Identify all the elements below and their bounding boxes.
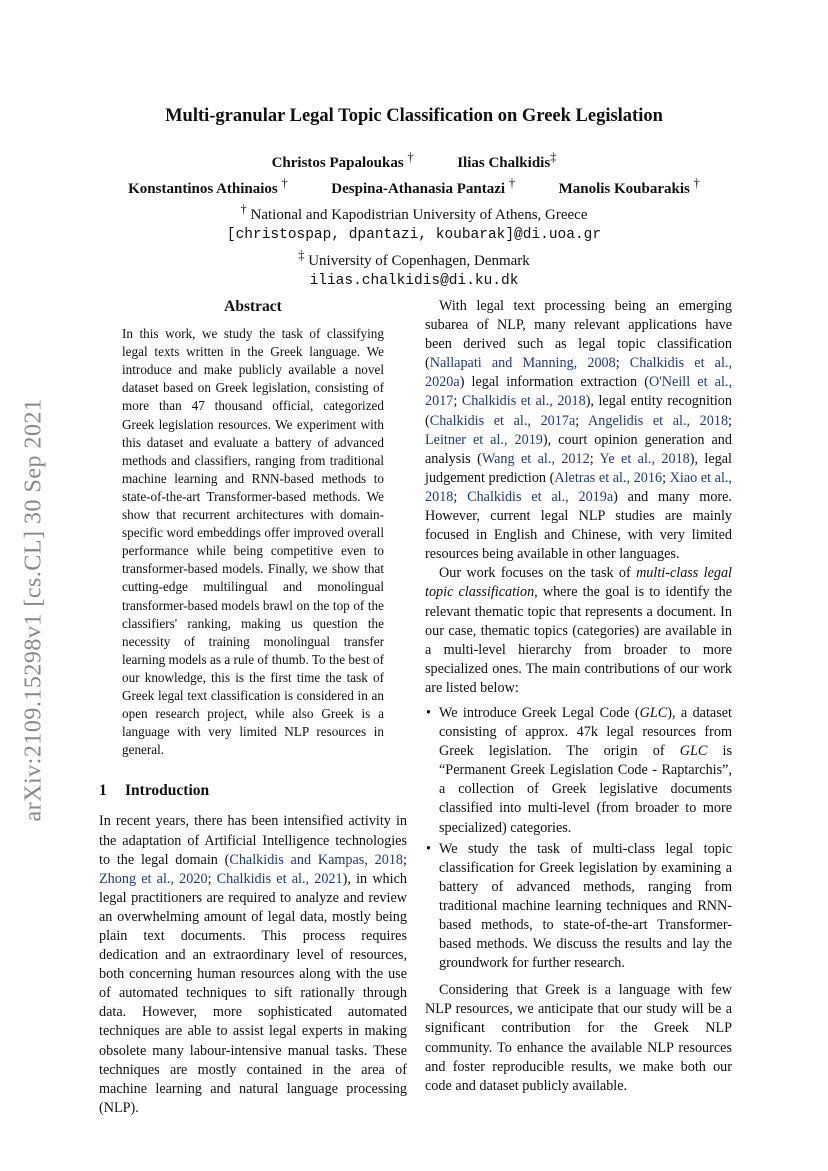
affiliation-text: University of Copenhagen, Denmark — [308, 253, 530, 269]
citation-link[interactable]: Zhong et al., 2020 — [99, 870, 208, 887]
affiliation-1 — [90, 199, 738, 225]
citation-link[interactable]: Wang et al., 2012 — [481, 450, 590, 467]
affil-mark: † — [281, 176, 288, 190]
affil-mark: † — [508, 176, 516, 190]
author-name: Ilias Chalkidis — [457, 155, 551, 171]
affil-mark: † — [407, 150, 414, 164]
author-block — [90, 147, 738, 291]
citation-link[interactable]: Chalkidis et al., 2017a — [429, 412, 576, 429]
section-number: 1 — [99, 782, 107, 800]
author-name: Manolis Koubarakis — [558, 181, 690, 197]
affil-mark: † — [693, 176, 700, 190]
citation-link[interactable]: Aletras et al., 2016 — [554, 469, 663, 486]
citation-link[interactable]: Chalkidis and Kampas, 2018 — [229, 851, 404, 868]
arxiv-stamp — [14, 370, 54, 850]
intro-paragraph: In recent years, there has been intensified activity in the adaptation of Artificial Intelligence technologies to the legal domain (Chalkidis and Kampas, 2018; Zhong et al., 2020; Chalkidis et al., 2021), in which legal practitioners are required to analyze and review an overwhelming amount of legal data, mostly being plain text documents. This process requires dedication and an extraordinary level of resources, both concerning human resources along with the use of automated techniques to sift rationally through data. However, more sophisticated automated techniques are able to assist legal experts in making obsolete many labour-intensive manual tasks. These techniques are mostly contained in the area of machine learning and natural language processing (NLP). — [99, 813, 407, 1116]
citation-link[interactable]: O'Neill et al., 2017 — [425, 374, 732, 410]
abstract-text: In this work, we study the task of classifying legal texts written in the Greek language. We introduce and make publicly available a novel dataset based on Greek legislation, consisting of more than 47 thousand official, categorized Greek legislation resources. We experiment with this dataset and evaluate a battery of advanced methods and classifiers, ranging from traditional machine learning and RNN-based methods to state-of-the-art Transformer-based methods. We show that recurrent architectures with domain-specific word embeddings offer improved overall performance while being competitive even to transformer-based models. Finally, we show that cutting-edge multilingual and monolingual transformer-based models brawl on the top of the classifiers' ranking, making us question the necessity of training monolingual transfer learning models as a rule of thumb. To the best of our knowledge, this is the first time the task of Greek legal text classification is considered in an open research project, while also Greek is a language with very limited NLP resources in general. — [122, 326, 384, 758]
citation-link[interactable]: Chalkidis et al., 2019a — [467, 488, 614, 505]
body-paragraph: With legal text processing being an emerging subarea of NLP, many relevant applications have been derived such as legal topic classification (Nallapati and Manning, 2008; Chalkidis et al., 2020a) legal information extraction (O'Neill et al., 2017; Chalkidis et al., 2018), legal entity recognition (Chalkidis et al., 2017a; Angelidis et al., 2018; Leitner et al., 2019), court opinion generation and analysis (Wang et al., 2012; Ye et al., 2018), legal judgement prediction (Aletras et al., 2016; Xiao et al., 2018; Chalkidis et al., 2019a) and many more. However, current legal NLP studies are mainly focused in English and Chinese, with very limited resources being available in other languages. — [425, 298, 733, 563]
author-name: Christos Papaloukas — [271, 155, 404, 171]
paper-title: Multi-granular Legal Topic Classification on Greek Legislation — [165, 106, 663, 126]
affil-mark: ‡ — [550, 150, 557, 164]
citation-link[interactable]: Nallapati and Manning, 2008 — [429, 355, 616, 372]
affil-mark: † — [240, 202, 247, 216]
section-title: Introduction — [125, 782, 210, 800]
citation-link[interactable]: Angelidis et al., 2018 — [588, 412, 729, 429]
citation-link[interactable]: Chalkidis et al., 2021 — [216, 870, 343, 887]
author-name: Konstantinos Athinaios — [128, 181, 278, 197]
email-1: [christospap, dpantazi, koubarak]@di.uoa.gr — [226, 227, 602, 243]
affiliation-2 — [90, 245, 738, 271]
citation-link[interactable]: Chalkidis et al., 2018 — [461, 393, 586, 410]
right-column — [425, 297, 732, 1096]
email-2: ilias.chalkidis@di.ku.dk — [309, 273, 519, 289]
citation-link[interactable]: Chalkidis et al., 2020a — [425, 355, 732, 391]
affil-mark: ‡ — [298, 248, 305, 262]
contribution-list — [425, 704, 732, 973]
citation-link[interactable]: Leitner et al., 2019 — [425, 431, 543, 448]
abstract-heading: Abstract — [224, 298, 282, 315]
list-item: • We introduce Greek Legal Code (GLC), a dataset consisting of approx. 47k legal resources from Greek legislation. The origin of GLC is “Permanent Greek Legislation Code - Raptarchis”, a collection of Greek legislative documents classified into multi-level (from broader to more specialized) categories. — [439, 704, 732, 838]
body-paragraph: Our work focuses on the task of multi-class legal topic classification, where the goal is to identify the relevant thematic topic that represents a document. In our case, thematic topics (categories) are available in a multi-level hierarchy from broader to more specialized ones. The main contributions of our work are listed below: — [425, 565, 732, 696]
list-item: • We study the task of multi-class legal topic classification for Greek legislation by examining a battery of advanced methods, ranging from traditional machine learning techniques and RNN-based methods, to state-of-the-art Transformer-based methods. We discuss the results and lay the groundwork for further research. — [439, 840, 732, 974]
section-heading — [99, 781, 407, 800]
body-paragraph: Considering that Greek is a language with few NLP resources, we anticipate that our study will be a significant contribution for the Greek NLP community. To enhance the available NLP resources and foster reproducible results, we make both our code and dataset publicly available. — [425, 982, 732, 1094]
affiliation-text: National and Kapodistrian University of Athens, Greece — [250, 207, 588, 223]
author-name: Despina-Athanasia Pantazi — [331, 181, 506, 197]
citation-link[interactable]: Xiao et al., 2018 — [425, 469, 732, 505]
citation-link[interactable]: Ye et al., 2018 — [599, 450, 690, 467]
arxiv-stamp-text: arXiv:2109.15298v1 [cs.CL] 30 Sep 2021 — [20, 398, 47, 822]
left-column — [99, 297, 407, 1118]
